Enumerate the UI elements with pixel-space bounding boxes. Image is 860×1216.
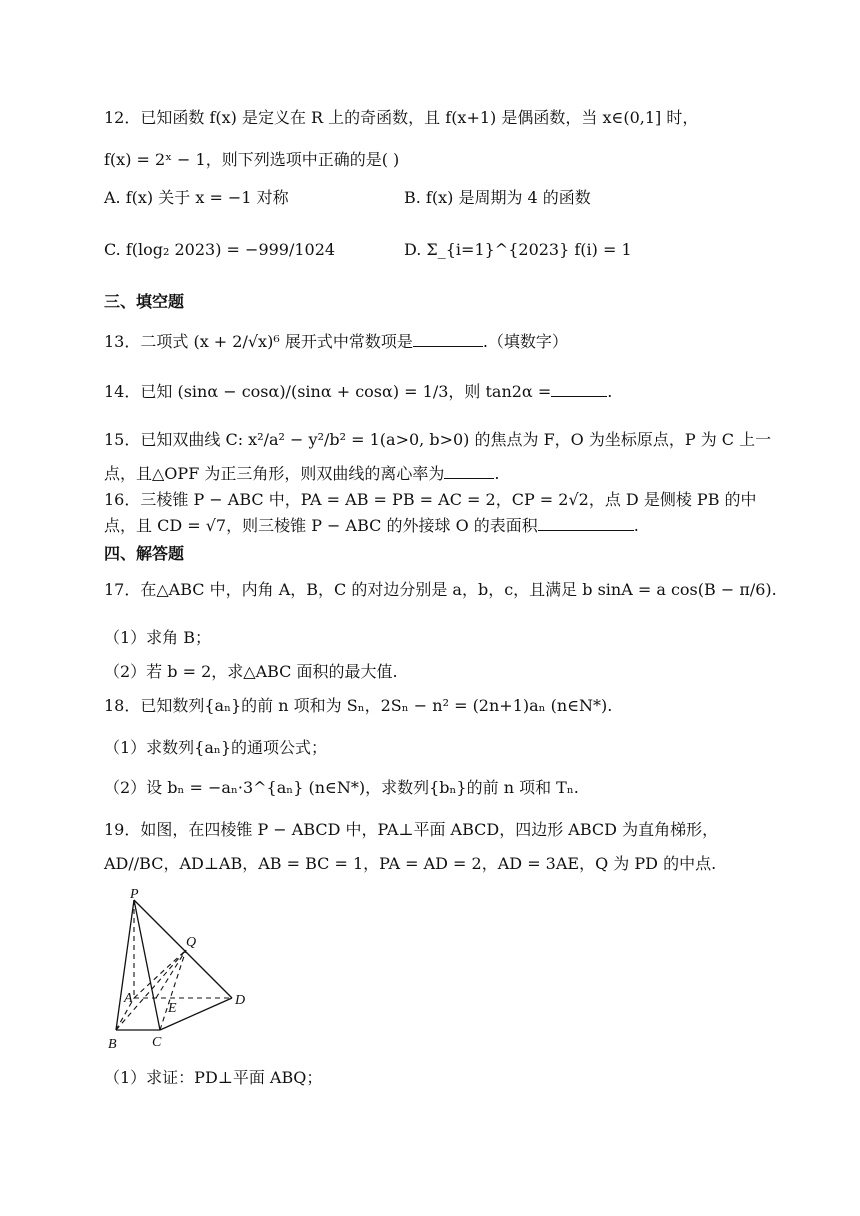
q15-text: 点，且△OPF 为正三角形，则双曲线的离心率为 bbox=[104, 464, 445, 483]
edge-bq bbox=[116, 950, 186, 1030]
q13-answer-blank bbox=[413, 330, 483, 347]
q12-line1: 12．已知函数 f(x) 是定义在 R 上的奇函数，且 f(x+1) 是偶函数，当 x∈(0,1] 时， bbox=[104, 108, 699, 127]
edge-eq bbox=[156, 950, 186, 998]
q13-text: 13．二项式 (x + 2/√x)⁶ 展开式中常数项是 bbox=[104, 332, 413, 351]
q18-part1: （1）求数列{aₙ}的通项公式； bbox=[104, 738, 328, 757]
q15-line1: 15．已知双曲线 C: x²/a² − y²/b² = 1(a>0, b>0) 的焦点为 F，O 为坐标原点，P 为 C 上一 bbox=[104, 430, 772, 449]
q15-answer-blank bbox=[444, 462, 494, 479]
section-fill-in-blank-heading: 三、填空题 bbox=[104, 292, 185, 311]
q12-line2: f(x) = 2ˣ − 1，则下列选项中正确的是( ) bbox=[104, 150, 400, 169]
q19-line2: AD//BC，AD⊥AB，AB = BC = 1，PA = AD = 2，AD = 3AE，Q 为 PD 的中点. bbox=[104, 854, 717, 873]
q12-option-c: C. f(log₂ 2023) = −999/1024 bbox=[104, 240, 336, 259]
label-d: D bbox=[235, 993, 246, 1008]
q17-line1: 17．在△ABC 中，内角 A，B，C 的对边分别是 a，b，c，且满足 b sinA = a cos(B − π/6). bbox=[104, 580, 777, 599]
q17-part1: （1）求角 B； bbox=[104, 628, 212, 647]
pyramid-figure bbox=[104, 888, 254, 1058]
q19-line1: 19．如图，在四棱锥 P − ABCD 中，PA⊥平面 ABCD，四边形 ABCD 为直角梯形， bbox=[104, 820, 719, 839]
label-e: E bbox=[168, 1001, 177, 1016]
q15-line2 bbox=[104, 462, 499, 486]
edge-cq bbox=[160, 950, 186, 1030]
label-b: B bbox=[108, 1037, 117, 1052]
label-p: P bbox=[130, 888, 139, 902]
q16-tail: . bbox=[633, 516, 639, 535]
q16-text: 点，且 CD = √7，则三棱锥 P − ABC 的外接球 O 的表面积 bbox=[104, 516, 538, 535]
label-q: Q bbox=[186, 935, 197, 950]
q14-answer-blank bbox=[551, 380, 607, 397]
section-solutions-heading: 四、解答题 bbox=[104, 544, 185, 563]
q12-option-a: A. f(x) 关于 x = −1 对称 bbox=[104, 188, 289, 207]
q14-text: 14．已知 (sinα − cosα)/(sinα + cosα) = 1/3，则 tan2α = bbox=[104, 382, 552, 401]
q16-line2 bbox=[104, 514, 639, 538]
q19-part1: （1）求证：PD⊥平面 ABQ； bbox=[104, 1068, 323, 1087]
q18-part2: （2）设 bₙ = −aₙ·3^{aₙ} (n∈N*)，求数列{bₙ}的前 n 项和 Tₙ. bbox=[104, 778, 579, 797]
q16-answer-blank bbox=[538, 514, 634, 531]
q12-option-d: D. Σ_{i=1}^{2023} f(i) = 1 bbox=[404, 240, 632, 259]
label-c: C bbox=[152, 1035, 162, 1050]
q17-part2: （2）若 b = 2，求△ABC 面积的最大值. bbox=[104, 662, 398, 681]
edge-pd bbox=[134, 900, 232, 998]
q12-option-b: B. f(x) 是周期为 4 的函数 bbox=[404, 188, 591, 207]
q13-tail: .（填数字） bbox=[482, 332, 568, 351]
q13-line bbox=[104, 330, 568, 354]
q14-tail: . bbox=[607, 382, 613, 401]
label-a: A bbox=[124, 991, 133, 1006]
q15-tail: . bbox=[494, 464, 500, 483]
edge-pb bbox=[116, 900, 134, 1030]
q16-line1: 16．三棱锥 P − ABC 中，PA = AB = PB = AC = 2，CP = 2√2，点 D 是侧棱 PB 的中 bbox=[104, 490, 757, 509]
q18-line1: 18．已知数列{aₙ}的前 n 项和为 Sₙ，2Sₙ − n² = (2n+1)aₙ (n∈N*). bbox=[104, 696, 613, 715]
q14-line bbox=[104, 380, 612, 404]
edge-pc bbox=[134, 900, 160, 1030]
